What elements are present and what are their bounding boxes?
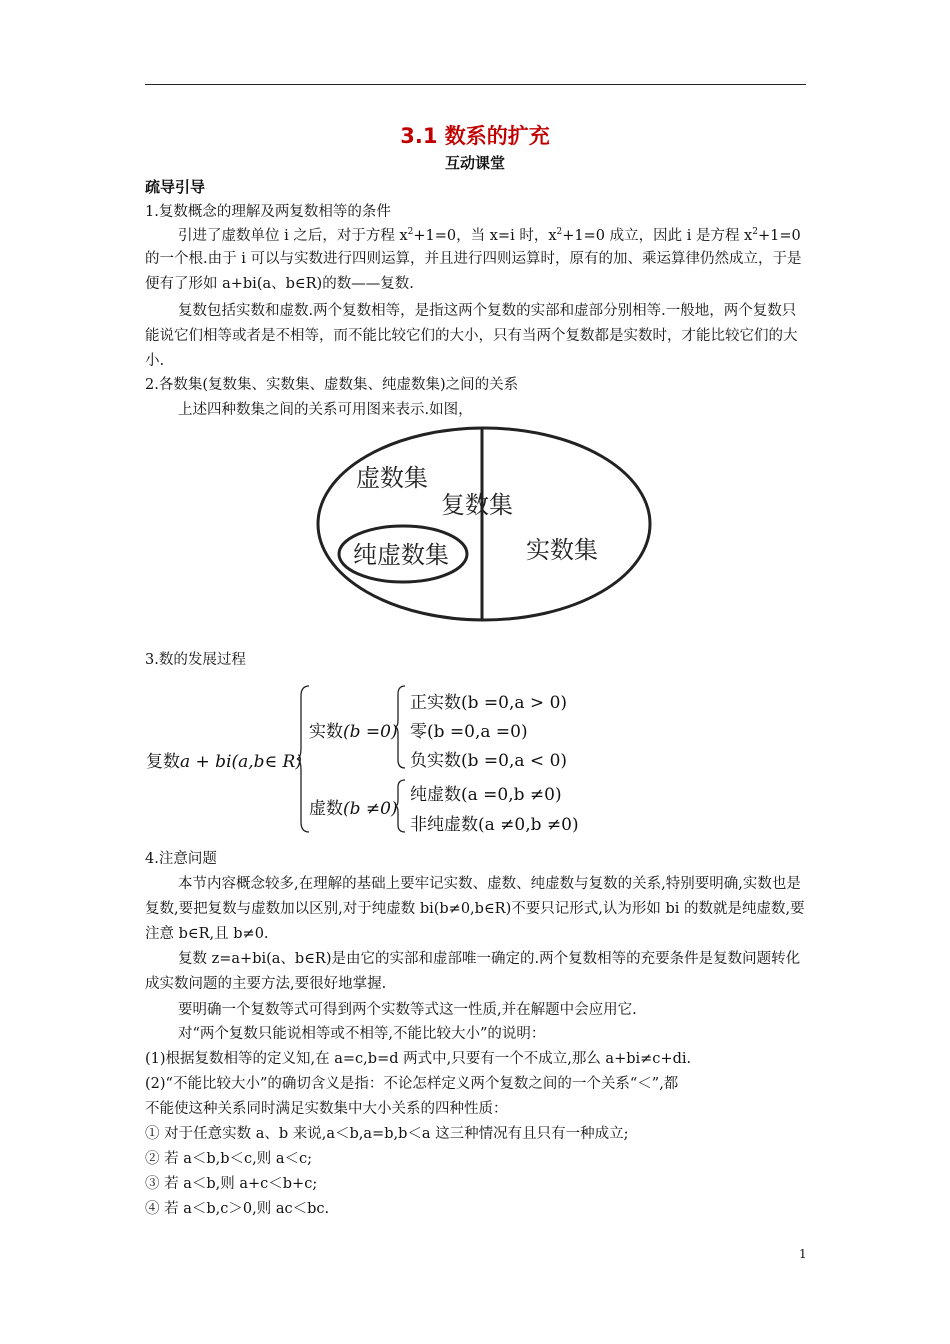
pure-imaginary-set-label: 纯虚数集 — [353, 541, 449, 569]
header-rule — [145, 84, 806, 85]
s4-p3: 要明确一个复数等式可得到两个实数等式这一性质,并在解题中会应用它. — [178, 1002, 637, 1018]
s2-intro: 上述四种数集之间的关系可用图来表示.如图， — [178, 402, 473, 418]
real-brace — [394, 684, 408, 770]
s4-condition-1: ① 对于任意实数 a、b 来说,a＜b,a=b,b＜a 这三种情况有且只有一种成立; — [145, 1126, 629, 1142]
imaginary-brace — [394, 778, 408, 834]
positive-real: 正实数(b =0,a > 0) — [410, 693, 568, 713]
s4-p1: 本节内容概念较多,在理解的基础上要牢记实数、虚数、纯虚数与复数的关系,特别要明确,实数也是复数,要把复数与虚数加以区别,对于纯虚数 bi(b≠0,b∈R)不要只记形式,认为形如 bi 的数就是纯虚数,要注意 b∈R,且 b≠0. — [145, 876, 805, 942]
s2-heading: 2.各数集(复数集、实数集、虚数集、纯虚数集)之间的关系 — [145, 377, 519, 393]
complex-set-label: 复数集 — [441, 491, 513, 519]
zero: 零(b =0,a =0) — [410, 722, 528, 742]
s3-heading: 3.数的发展过程 — [145, 652, 246, 668]
real-branch: 实数(b =0) — [309, 722, 398, 742]
s4-p4: 对“两个复数只能说相等或不相等,不能比较大小”的说明： — [178, 1026, 546, 1042]
s4-condition-3: ③ 若 a＜b,则 a+c＜b+c; — [145, 1176, 318, 1192]
s4-item1: (1)根据复数相等的定义知,在 a=c,b=d 两式中,只要有一个不成立,那么 a+bi≠c+di. — [145, 1051, 692, 1067]
non-pure-imaginary: 非纯虚数(a ≠0,b ≠0) — [410, 815, 579, 835]
number-set-diagram — [316, 425, 656, 625]
page-number: 1 — [799, 1247, 807, 1261]
s4-p2: 复数 z=a+bi(a、b∈R)是由它的实部和虚部唯一确定的.两个复数相等的充要条件是复数问题转化成实数问题的主要方法,要很好地掌握. — [145, 951, 801, 992]
s1-p1-rest: 的一个根.由于 i 可以与实数进行四则运算，并且进行四则运算时，原有的加、乘运算律仍然成立，于是便有了形如 a+bi(a、b∈R)的数——复数. — [145, 251, 802, 292]
section-heading: 疏导引导 — [145, 178, 206, 196]
imaginary-set-label: 虚数集 — [356, 464, 428, 492]
s4-heading: 4.注意问题 — [145, 851, 217, 867]
s1-heading: 1.复数概念的理解及两复数相等的条件 — [145, 204, 391, 220]
s4-item2-line1: (2)“不能比较大小”的确切含义是指：不论怎样定义两个复数之间的一个关系“＜”,都 — [145, 1076, 679, 1092]
s1-p1-line1: 引进了虚数单位 i 之后，对于方程 $x^2+1=0$，当 x=i 时，$x^2+1=0$ 成立，因此 i 是方程 $x^2+1=0$ — [178, 227, 801, 244]
imaginary-branch: 虚数(b ≠0) — [309, 799, 398, 819]
page-title: 3.1 数系的扩充 — [400, 124, 550, 148]
real-set-label: 实数集 — [526, 536, 598, 564]
tree-root: 复数a + bi(a,b∈ R) — [146, 752, 302, 772]
s4-condition-4: ④ 若 a＜b,c＞0,则 ac＜bc. — [145, 1201, 330, 1217]
s4-condition-2: ② 若 a＜b,b＜c,则 a＜c; — [145, 1151, 313, 1167]
pure-imaginary: 纯虚数(a =0,b ≠0) — [410, 785, 562, 805]
s4-item2-line2: 不能使这种关系同时满足实数集中大小关系的四种性质： — [145, 1101, 508, 1117]
complex-set-ellipse — [318, 428, 650, 620]
s1-p2: 复数包括实数和虚数.两个复数相等，是指这两个复数的实部和虚部分别相等.一般地，两个复数只能说它们相等或者是不相等，而不能比较它们的大小，只有当两个复数都是实数时，才能比较它们的大小. — [145, 303, 798, 369]
page-subtitle: 互动课堂 — [444, 154, 505, 172]
negative-real: 负实数(b =0,a < 0) — [410, 751, 568, 771]
